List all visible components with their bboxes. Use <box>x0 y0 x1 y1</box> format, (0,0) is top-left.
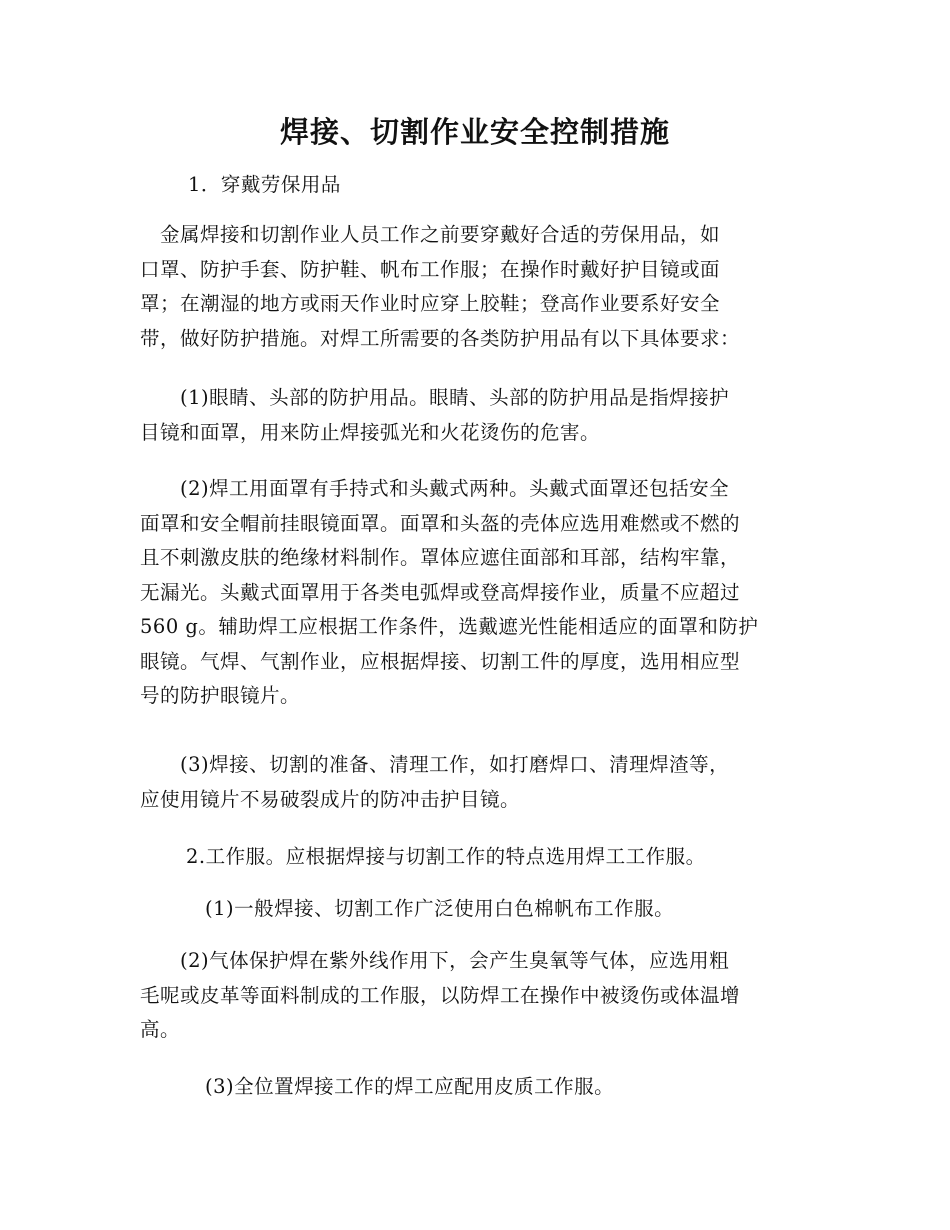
section-1-heading: 1．穿戴劳保用品 <box>188 173 341 196</box>
item-1-2-paragraph: (2)焊工用面罩有手持式和头戴式两种。头戴式面罩还包括安全 面罩和安全帽前挂眼镜面罩。面罩和头盔的壳体应选用难燃或不燃的 且不刺激皮肤的绝缘材料制作。罩体应遮住面部和耳部，结构牢靠， 无漏光。头戴式面罩用于各类电弧焊或登高焊接作业，质量不应超过 560 g。辅助焊工应根据工作条件，选戴遮光性能相适应的面罩和防护 眼镜。气焊、气割作业，应根据焊接、切割工件的厚度，选用相应型 号的防护眼镜片。 <box>140 477 759 707</box>
item-2-2-paragraph: (2)气体保护焊在紫外线作用下，会产生臭氧等气体，应选用粗 毛呢或皮革等面料制成的工作服，以防焊工在操作中被烫伤或体温增 高。 <box>140 949 741 1041</box>
item-1-3-paragraph: (3)焊接、切割的准备、清理工作，如打磨焊口、清理焊渣等， 应使用镜片不易破裂成片的防冲击护目镜。 <box>140 753 730 811</box>
item-2-1-paragraph: (1)一般焊接、切割工作广泛使用白色棉帆布工作服。 <box>205 897 675 920</box>
document-title: 焊接、切割作业安全控制措施 <box>279 115 670 149</box>
section-2-heading: 2.工作服。应根据焊接与切割工作的特点选用焊工工作服。 <box>186 845 706 868</box>
item-1-1-paragraph: (1)眼睛、头部的防护用品。眼睛、头部的防护用品是指焊接护 目镜和面罩，用来防止焊接弧光和火花烫伤的危害。 <box>140 386 730 444</box>
intro-paragraph: 金属焊接和切割作业人员工作之前要穿戴好合适的劳保用品，如 口罩、防护手套、防护鞋、帆布工作服；在操作时戴好护目镜或面 罩；在潮湿的地方或雨天作业时应穿上胶鞋；登高作业要系好安全 带，做好防护措施。对焊工所需要的各类防护用品有以下具体要求： <box>140 223 741 350</box>
item-2-3-paragraph: (3)全位置焊接工作的焊工应配用皮质工作服。 <box>205 1075 615 1098</box>
